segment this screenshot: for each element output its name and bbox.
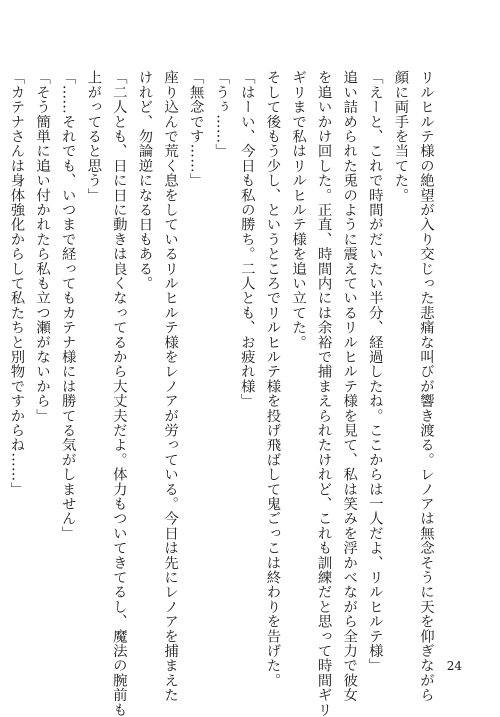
text-line: 座り込んで荒く息をしているリルヒルテ様をレノアが労っている。今日は先にレノアを捕まえた [162, 70, 179, 703]
text-line: 「はーい、今日も私の勝ち。二人とも、お疲れ様」 [238, 70, 255, 409]
text-line: 「えーと、これで時間がだいたい半分、経過したね。ここからは一人だよ、リルヒルテ様」 [366, 70, 383, 673]
text-line: 「二人とも、日に日に動きは良くなってるから大丈夫だよ。体力もついてきてるし、魔法の腕前も [110, 70, 127, 717]
text-line: 「無念です……」 [187, 70, 204, 188]
text-line: 「カテナさんは身体強化からして私たちと別物ですからね……」 [8, 70, 25, 497]
text-line: 「うぅ……」 [213, 70, 230, 159]
text-line: 追い詰められた兎のように震えているリルヒルテ様を見て、私は笑みを浮かべながら全力で彼女 [341, 70, 358, 703]
text-line: 「そう簡単に追い付かれたら私も立つ瀬がないから」 [34, 70, 51, 423]
text-line: 上がってると思う」 [85, 70, 102, 203]
vertical-text-body [8, 70, 438, 717]
text-line: そして後もう少し、というところでリルヒルテ様を投げ飛ばして鬼ごっこは終わりを告げた。 [264, 70, 281, 688]
text-line: けれど、勿論逆になる日もある。 [136, 70, 153, 291]
text-line: 「……それでも、いつまで経ってもカテナ様には勝てる気がしません」 [59, 70, 76, 541]
text-line: リルヒルテ様の絶望が入り交じった悲痛な叫びが響き渡る。レノアは無念そうに天を仰ぎながら [418, 70, 434, 703]
text-line: ギリまで私はリルヒルテ様を追い立てた。 [290, 70, 307, 350]
text-line: 顔に両手を当てた。 [392, 70, 409, 203]
page-number: 24 [446, 659, 462, 673]
text-line: を追いかけ回した。正直、時間内には余裕で捕まえられたけれど、これも訓練だと思って時間ギリ [315, 70, 332, 717]
